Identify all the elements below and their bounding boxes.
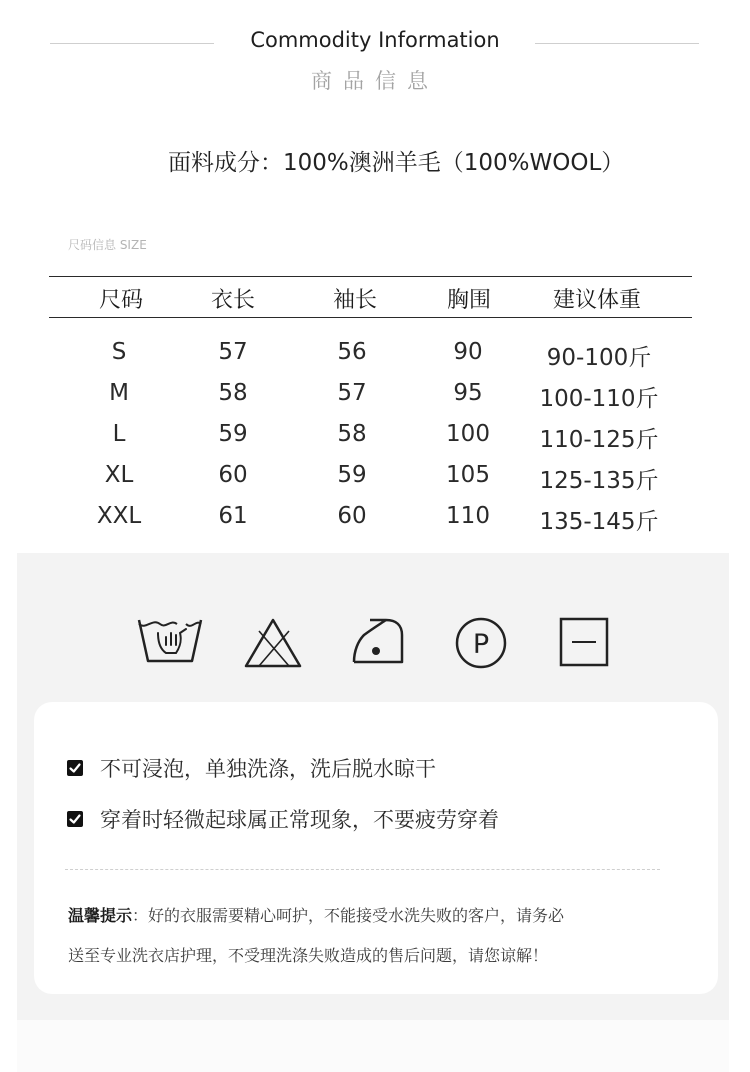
cell-sleeve: 56 <box>337 339 367 365</box>
table-row <box>49 374 692 415</box>
fabric-composition: 面料成分：100%澳洲羊毛（100%WOOL） <box>168 150 625 176</box>
cell-chest: 110 <box>446 503 490 529</box>
cell-size: XXL <box>96 503 142 529</box>
cell-length: 60 <box>218 462 248 488</box>
cell-length: 61 <box>218 503 248 529</box>
size-table-body <box>49 318 692 538</box>
table-row <box>49 497 692 538</box>
size-table <box>49 276 692 538</box>
tip-label: 温馨提示 <box>68 906 133 925</box>
cell-weight: 135-145斤 <box>539 509 659 535</box>
header-sleeve: 袖长 <box>332 288 377 313</box>
cell-length: 59 <box>218 421 248 447</box>
cell-sleeve: 60 <box>337 503 367 529</box>
iron-low-icon <box>350 615 406 671</box>
cell-sleeve: 57 <box>337 380 367 406</box>
page-subtitle: 商品信息 <box>311 69 439 93</box>
no-bleach-icon <box>243 617 303 673</box>
table-row <box>49 456 692 497</box>
dry-clean-letter: P <box>472 629 490 660</box>
cell-weight: 125-135斤 <box>539 468 659 494</box>
cell-size: L <box>112 421 126 447</box>
tip-line-2: 送至专业洗衣店护理，不受理洗涤失败造成的售后问题，请您谅解！ <box>68 946 549 965</box>
header-length: 衣长 <box>210 288 255 313</box>
note-item <box>67 804 499 834</box>
note-text: 穿着时轻微起球属正常现象，不要疲劳穿着 <box>100 808 499 832</box>
cell-length: 58 <box>218 380 248 406</box>
header-weight: 建议体重 <box>552 288 641 313</box>
cell-sleeve: 58 <box>337 421 367 447</box>
page-title: Commodity Information <box>250 28 500 52</box>
cell-weight: 110-125斤 <box>539 427 659 453</box>
cell-size: XL <box>104 462 134 488</box>
cell-chest: 100 <box>446 421 490 447</box>
header-size: 尺码 <box>98 288 143 313</box>
note-item <box>67 753 436 783</box>
cell-weight: 100-110斤 <box>539 386 659 412</box>
cell-size: M <box>109 380 129 406</box>
cell-chest: 105 <box>446 462 490 488</box>
tip-line-1 <box>68 903 564 926</box>
table-row <box>49 333 692 374</box>
header-chest: 胸围 <box>446 288 491 313</box>
tip-text: ：好的衣服需要精心呵护，不能接受水洗失败的客户，请务必 <box>132 906 565 925</box>
cell-weight: 90-100斤 <box>546 345 652 371</box>
size-section-label: 尺码信息 SIZE <box>68 238 147 252</box>
checkbox-checked-icon <box>67 811 83 827</box>
flat-dry-icon <box>559 617 609 671</box>
cell-size: S <box>111 339 127 365</box>
checkbox-checked-icon <box>67 760 83 776</box>
size-table-header <box>49 276 692 318</box>
hand-wash-icon <box>136 615 204 671</box>
table-row <box>49 415 692 456</box>
note-text: 不可浸泡，单独洗涤，洗后脱水晾干 <box>100 757 436 781</box>
divider <box>65 869 660 870</box>
cell-chest: 95 <box>453 380 483 406</box>
cell-sleeve: 59 <box>337 462 367 488</box>
cell-length: 57 <box>218 339 248 365</box>
dry-clean-p-icon <box>454 616 508 674</box>
bottom-strip <box>17 1020 729 1072</box>
cell-chest: 90 <box>453 339 483 365</box>
